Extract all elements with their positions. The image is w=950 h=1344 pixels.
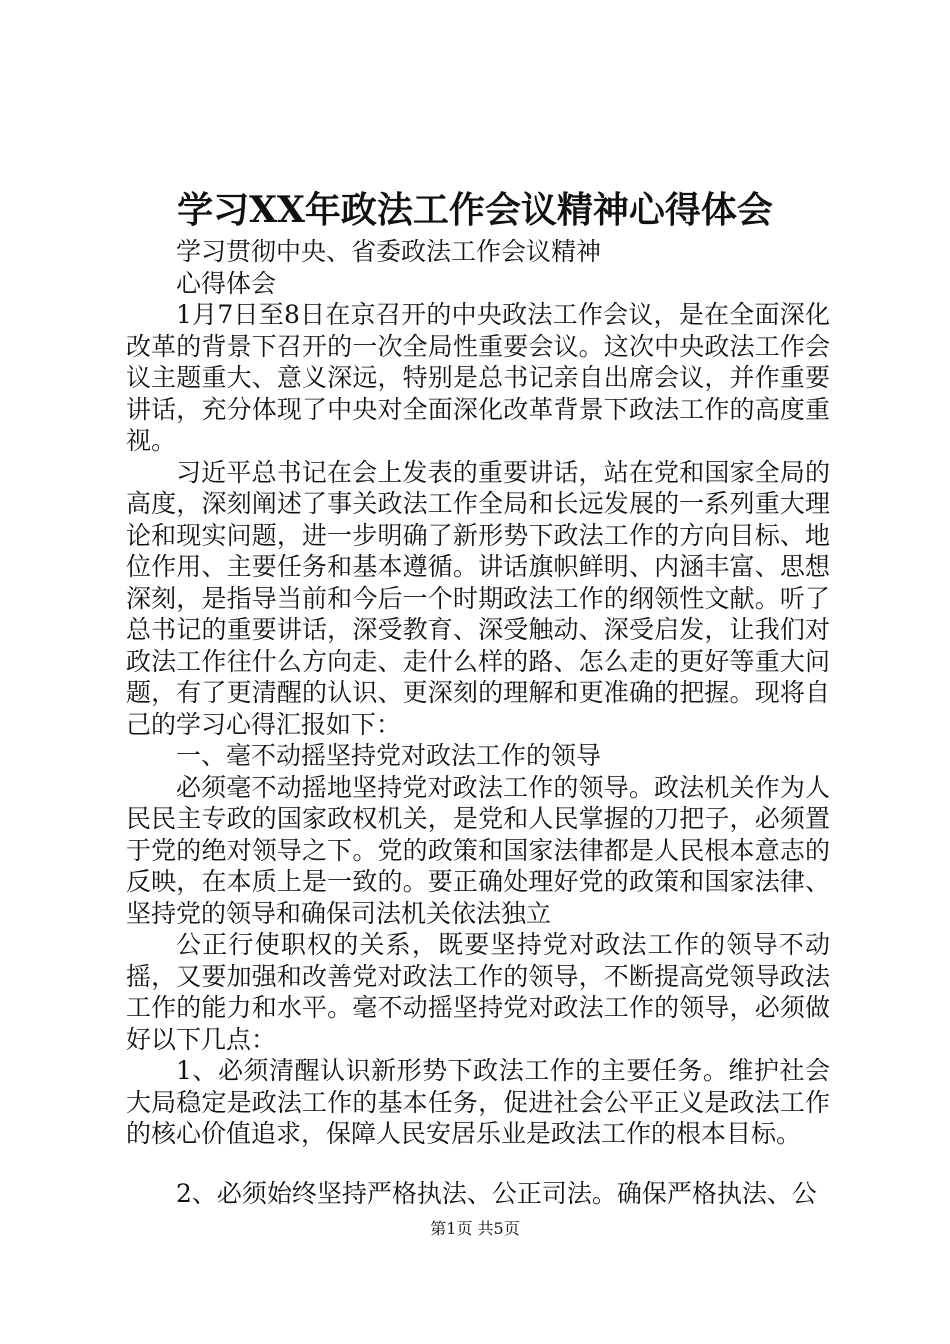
paragraph-1: 1月7日至8日在京召开的中央政法工作会议，是在全面深化改革的背景下召开的一次全局性重要会议。这次中央政法工作会议主题重大、意义深远，特别是总书记亲自出席会议，并作重要讲话，充分体现了中央对全面深化改革背景下政法工作的高度重视。 [126,300,830,455]
subtitle-line-2: 心得体会 [176,268,277,298]
document-body [126,236,830,1209]
paragraph-3: 必须毫不动摇地坚持党对政法工作的领导。政法机关作为人民民主专政的国家政权机关，是党和人民掌握的刀把子，必须置于党的绝对领导之下。党的政策和国家法律都是人民根本意志的反映，在本质上是一致的。要正确处理好党的政策和国家法律、坚持党的领导和确保司法机关依法独立 [126,772,830,928]
paragraph-4: 公正行使职权的关系，既要坚持党对政法工作的领导不动摇，又要加强和改善党对政法工作的领导，不断提高党领导政法工作的能力和水平。毫不动摇坚持党对政法工作的领导，必须做好以下几点： [126,930,830,1054]
paragraph-6: 2、必须始终坚持严格执法、公正司法。确保严格执法、公 [176,1178,817,1208]
page-footer: 第1页 共5页 [430,1219,520,1238]
paragraph-2: 习近平总书记在会上发表的重要讲话，站在党和国家全局的高度，深刻阐述了事关政法工作全局和长远发展的一系列重大理论和现实问题，进一步明确了新形势下政法工作的方向目标、地位作用、主要任务和基本遵循。讲话旗帜鲜明、内涵丰富、思想深刻，是指导当前和今后一个时期政法工作的纲领性文献。听了总书记的重要讲话，深受教育、深受触动、深受启发，让我们对政法工作往什么方向走、走什么样的路、怎么走的更好等重大问题，有了更清醒的认识、更深刻的理解和更准确的把握。现将自己的学习心得汇报如下： [126,457,830,739]
subtitle-line-1: 学习贯彻中央、省委政法工作会议精神 [176,237,602,266]
section-heading-1: 一、毫不动摇坚持党对政法工作的领导 [176,741,602,770]
document-title: 学习XX年政法工作会议精神心得体会 [177,189,773,231]
paragraph-5: 1、必须清醒认识新形势下政法工作的主要任务。维护社会大局稳定是政法工作的基本任务，促进社会公平正义是政法工作的核心价值追求，保障人民安居乐业是政法工作的根本目标。 [126,1056,830,1148]
